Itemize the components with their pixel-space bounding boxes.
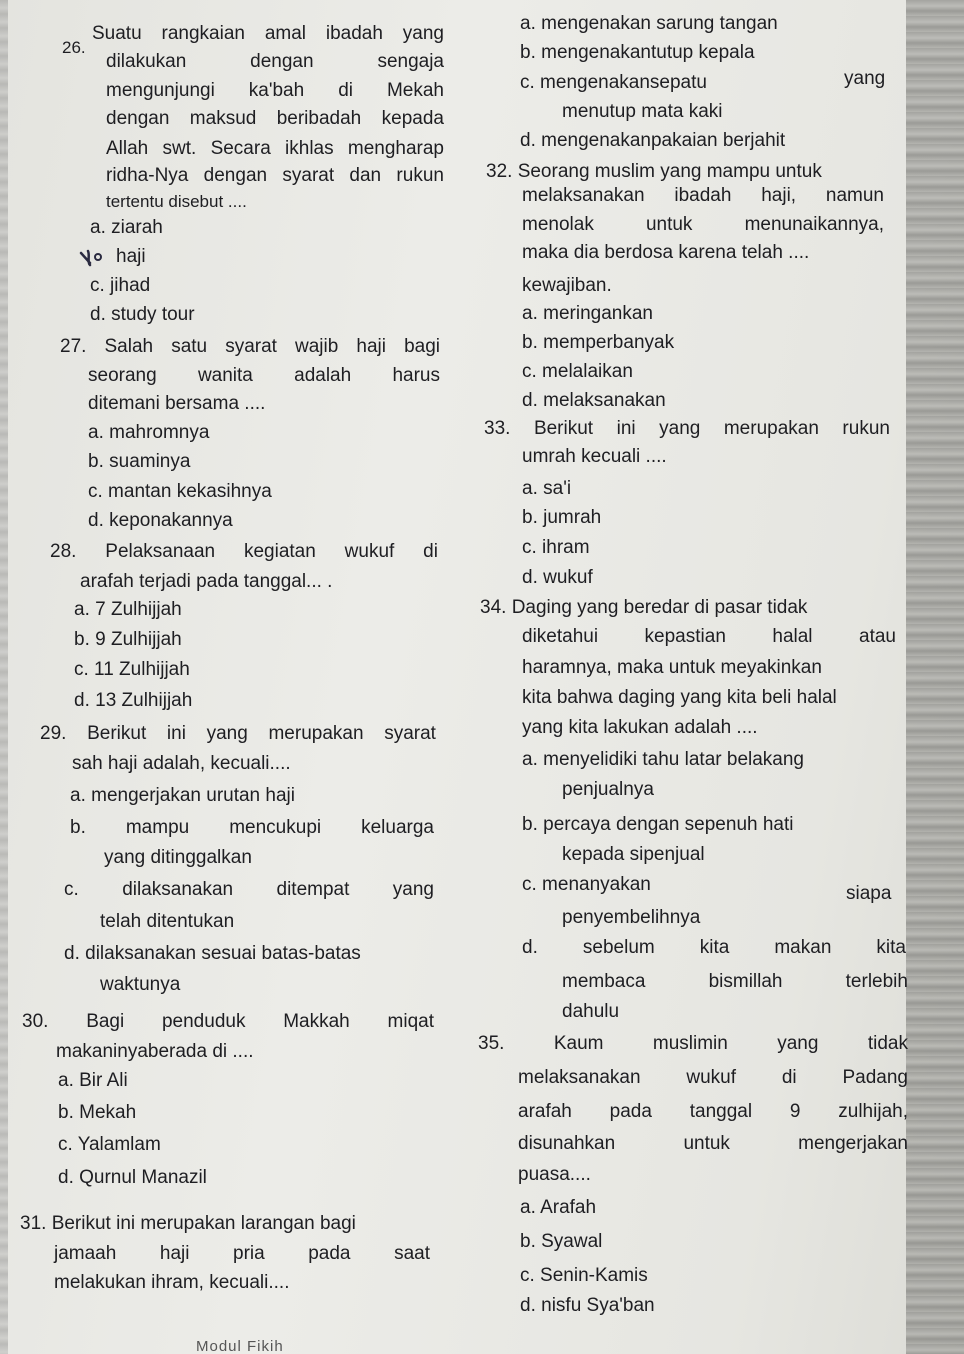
question-31-option-c-yang: yang: [844, 68, 886, 89]
question-32-line-1: 32. Seorang muslim yang mampu untuk: [486, 161, 822, 182]
word: Berikut: [87, 723, 147, 744]
word: d.: [522, 937, 538, 958]
word: mengerjakan: [798, 1133, 908, 1154]
question-31-option-b[interactable]: b. mengenakantutup kepala: [520, 42, 755, 63]
question-34-line-3: haramnya, maka untuk meyakinkan: [522, 657, 822, 678]
question-32-line-3: [522, 213, 884, 237]
word: 29.: [40, 723, 67, 744]
word: rangkaian: [161, 23, 245, 44]
word: melaksanakan: [518, 1067, 641, 1088]
word: harus: [392, 365, 440, 386]
question-34-option-d[interactable]: [522, 936, 906, 960]
question-35-line-3: [518, 1100, 908, 1124]
question-28-line-1: [50, 540, 438, 564]
word: kita: [876, 937, 906, 958]
question-28-option-c[interactable]: c. 11 Zulhijjah: [74, 659, 190, 680]
question-32-option-c[interactable]: c. melalaikan: [522, 361, 633, 382]
word: ibadah: [325, 23, 383, 44]
word: Padang: [842, 1067, 908, 1088]
question-29-option-d-cont: waktunya: [100, 974, 181, 995]
word: disunahkan: [518, 1133, 616, 1154]
question-32-option-d[interactable]: d. melaksanakan: [522, 390, 666, 411]
word: muslimin: [652, 1033, 728, 1054]
word: zulhijah,: [838, 1101, 908, 1122]
question-33-option-d[interactable]: d. wukuf: [522, 567, 593, 588]
word: rukun: [396, 165, 444, 186]
question-30-option-c[interactable]: c. Yalamlam: [58, 1134, 161, 1155]
word: pada: [609, 1101, 652, 1122]
word: dengan: [250, 51, 314, 72]
word: yang: [777, 1033, 819, 1054]
word: maksud: [189, 108, 257, 129]
word: Kaum: [553, 1033, 604, 1054]
word: wukuf: [686, 1067, 736, 1088]
word: namun: [825, 185, 884, 206]
word: menunaikannya,: [744, 214, 884, 235]
question-26-line-3: [106, 79, 444, 103]
handwritten-checkmark-icon: [78, 245, 106, 269]
question-31-option-d[interactable]: d. mengenakanpakaian berjahit: [520, 130, 786, 151]
word: merupakan: [723, 418, 819, 439]
word: syarat: [282, 165, 335, 186]
word: seorang: [88, 365, 157, 386]
word: tanggal: [689, 1101, 753, 1122]
word: bagi: [404, 336, 440, 357]
question-29-option-b-cont: yang ditinggalkan: [104, 847, 252, 868]
word: ditempat: [276, 879, 350, 900]
question-26-option-d[interactable]: d. study tour: [90, 304, 195, 325]
word: kepada: [381, 108, 444, 129]
word: merupakan: [268, 723, 364, 744]
word: mampu: [125, 817, 190, 838]
question-32-line-2: [522, 184, 884, 208]
question-29-option-c[interactable]: [64, 878, 434, 902]
question-34-option-c-siapa: siapa: [846, 883, 892, 904]
word: haji: [356, 336, 386, 357]
word: swt.: [162, 138, 197, 159]
word: Mekah: [386, 80, 444, 101]
word: makan: [774, 937, 832, 958]
word: c.: [64, 879, 79, 900]
question-26-line-5: [106, 137, 444, 161]
word: beribadah: [276, 108, 362, 129]
word: pria: [233, 1243, 265, 1264]
question-26-line-1: [92, 22, 444, 46]
word: untuk: [645, 214, 693, 235]
word: mengunjungi: [106, 80, 215, 101]
question-33-option-b[interactable]: b. jumrah: [522, 507, 602, 528]
question-34-option-a-cont: penjualnya: [562, 779, 654, 800]
question-27-option-c[interactable]: c. mantan kekasihnya: [88, 481, 272, 502]
word: Suatu: [92, 23, 142, 44]
question-27-line-1: [60, 335, 440, 359]
question-32-line-4: maka dia berdosa karena telah ....: [522, 242, 810, 263]
question-30-option-d[interactable]: d. Qurnul Manazil: [58, 1167, 207, 1188]
word: dilaksanakan: [122, 879, 234, 900]
question-29-line-1: [40, 722, 436, 746]
word: sebelum: [582, 937, 655, 958]
question-29-option-a[interactable]: a. mengerjakan urutan haji: [70, 785, 295, 806]
word: 30.: [22, 1011, 49, 1032]
question-26-number: 26.: [62, 38, 86, 57]
word: ikhlas: [285, 138, 334, 159]
question-27-option-b[interactable]: b. suaminya: [88, 451, 191, 472]
word: haji,: [761, 185, 797, 206]
question-34-line-4: kita bahwa daging yang kita beli halal: [522, 687, 837, 708]
word: ibadah: [674, 185, 732, 206]
question-28-option-d[interactable]: d. 13 Zulhijjah: [74, 690, 193, 711]
word: 33.: [484, 418, 511, 439]
question-26-line-4: [106, 107, 444, 131]
question-34-option-a[interactable]: a. menyelidiki tahu latar belakang: [522, 749, 805, 770]
question-29-option-c-cont: telah ditentukan: [100, 911, 235, 932]
word: diketahui: [522, 626, 599, 647]
word: penduduk: [161, 1011, 246, 1032]
word: Bagi: [86, 1011, 125, 1032]
word: arafah: [518, 1101, 572, 1122]
word: haji: [159, 1243, 190, 1264]
question-26-option-a[interactable]: a. ziarah: [90, 217, 163, 238]
footer-module-label: Modul Fikih: [196, 1338, 284, 1354]
question-35-option-c[interactable]: c. Senin-Kamis: [520, 1265, 648, 1286]
word: dengan: [203, 165, 268, 186]
word: sengaja: [377, 51, 444, 72]
word: syarat: [384, 723, 436, 744]
page-edge-shadow: [0, 0, 8, 1354]
word: ka'bah: [248, 80, 305, 101]
word: untuk: [683, 1133, 730, 1154]
word: menolak: [522, 214, 594, 235]
word: mengharap: [347, 138, 444, 159]
question-31-option-a[interactable]: a. mengenakan sarung tangan: [520, 13, 778, 34]
book-spine-edge: [906, 0, 964, 1354]
question-29-option-d[interactable]: d. dilaksanakan sesuai batas-batas: [64, 943, 361, 964]
word: miqat: [387, 1011, 434, 1032]
word: Pelaksanaan: [105, 541, 216, 562]
question-30-line-2: makaninyaberada di ....: [56, 1041, 254, 1062]
word: kita: [699, 937, 730, 958]
question-30-line-1: [22, 1010, 434, 1034]
question-33-option-a[interactable]: a. sa'i: [522, 478, 572, 499]
question-30-option-a[interactable]: a. Bir Ali: [58, 1070, 128, 1091]
question-27-line-2: [88, 364, 440, 388]
word: dilakukan: [106, 51, 187, 72]
question-31-line-3: melakukan ihram, kecuali....: [54, 1272, 290, 1293]
word: b.: [70, 817, 86, 838]
word: syarat: [225, 336, 277, 357]
word: 28.: [50, 541, 77, 562]
word: atau: [859, 626, 896, 647]
word: wanita: [197, 365, 253, 386]
word: wajib: [295, 336, 339, 357]
question-35-line-4: [518, 1132, 908, 1156]
question-29-line-2: sah haji adalah, kecuali....: [72, 753, 291, 774]
question-28-option-a[interactable]: a. 7 Zulhijjah: [74, 599, 182, 620]
word: mencukupi: [229, 817, 322, 838]
word: yang: [206, 723, 248, 744]
word: saat: [394, 1243, 430, 1264]
question-35-line-2: [518, 1066, 908, 1090]
word: 27.: [60, 336, 87, 357]
question-31-option-c[interactable]: c. mengenakansepatu: [520, 72, 707, 93]
word: dengan: [106, 108, 170, 129]
word: Secara: [210, 138, 271, 159]
word: wukuf: [344, 541, 395, 562]
word: pada: [308, 1243, 351, 1264]
word: adalah: [294, 365, 352, 386]
question-34-line-5: yang kita lakukan adalah ....: [522, 717, 758, 738]
question-31-option-c-cont: menutup mata kaki: [562, 101, 723, 122]
word: bismillah: [708, 971, 783, 992]
word: halal: [772, 626, 813, 647]
question-35-option-b[interactable]: b. Syawal: [520, 1231, 603, 1252]
question-30-option-b[interactable]: b. Mekah: [58, 1102, 137, 1123]
word: yang: [392, 879, 434, 900]
word: yang: [659, 418, 701, 439]
word: 35.: [478, 1033, 505, 1054]
word: membaca: [562, 971, 646, 992]
question-35-line-5: puasa....: [518, 1164, 591, 1185]
question-26-line-7: tertentu disebut ....: [106, 192, 247, 211]
question-35-option-a[interactable]: a. Arafah: [520, 1197, 597, 1218]
question-32-option-a[interactable]: a. meringankan: [522, 303, 653, 324]
question-33-option-c[interactable]: c. ihram: [522, 537, 590, 558]
word: rukun: [842, 418, 890, 439]
word: di: [423, 541, 438, 562]
question-34-option-c[interactable]: c. menanyakan: [522, 874, 651, 895]
word: yang: [402, 23, 444, 44]
question-34-option-b[interactable]: b. percaya dengan sepenuh hati: [522, 814, 794, 835]
question-34-option-c-cont: penyembelihnya: [562, 907, 701, 928]
question-27-option-a[interactable]: a. mahromnya: [88, 422, 210, 443]
question-32-option-b[interactable]: b. memperbanyak: [522, 332, 675, 353]
question-32-line-5: kewajiban.: [522, 275, 612, 296]
word: kegiatan: [243, 541, 316, 562]
question-31-line-1: 31. Berikut ini merupakan larangan bagi: [20, 1213, 356, 1234]
word: di: [781, 1067, 797, 1088]
question-35-option-d[interactable]: d. nisfu Sya'ban: [520, 1295, 655, 1316]
word: dan: [349, 165, 382, 186]
word: ini: [616, 418, 636, 439]
question-29-option-b[interactable]: [70, 816, 434, 840]
word: 9: [789, 1101, 801, 1122]
word: melaksanakan: [522, 185, 645, 206]
word: Allah: [106, 138, 149, 159]
word: terlebih: [845, 971, 908, 992]
word: Salah: [104, 336, 154, 357]
question-26-line-6: [106, 164, 444, 188]
word: ridha-Nya: [106, 165, 189, 186]
word: satu: [171, 336, 208, 357]
question-26-line-2: [106, 50, 444, 74]
word: di: [338, 80, 353, 101]
question-35-line-1: [478, 1032, 908, 1056]
question-34-line-2: [522, 625, 896, 649]
question-31-line-2: [54, 1242, 430, 1266]
question-34-option-d-cont-2: dahulu: [562, 1001, 620, 1022]
question-27-line-3: ditemani bersama ....: [88, 393, 266, 414]
question-33-line-2: umrah kecuali ....: [522, 446, 667, 467]
question-26-option-c[interactable]: c. jihad: [90, 275, 151, 296]
question-34-line-1: 34. Daging yang beredar di pasar tidak: [480, 597, 808, 618]
question-33-line-1: [484, 417, 890, 441]
question-34-option-b-cont: kepada sipenjual: [562, 844, 705, 865]
question-28-option-b[interactable]: b. 9 Zulhijjah: [74, 629, 182, 650]
question-27-option-d[interactable]: d. keponakannya: [88, 510, 233, 531]
word: Berikut: [533, 418, 594, 439]
word: jamaah: [54, 1243, 117, 1264]
question-26-option-b[interactable]: haji: [116, 246, 146, 267]
word: Makkah: [283, 1011, 350, 1032]
question-34-option-d-cont: [562, 970, 908, 994]
word: kepastian: [644, 626, 726, 647]
word: tidak: [867, 1033, 908, 1054]
word: ini: [166, 723, 186, 744]
word: keluarga: [361, 817, 434, 838]
question-28-line-2: arafah terjadi pada tanggal... .: [80, 571, 333, 592]
word: amal: [264, 23, 307, 44]
